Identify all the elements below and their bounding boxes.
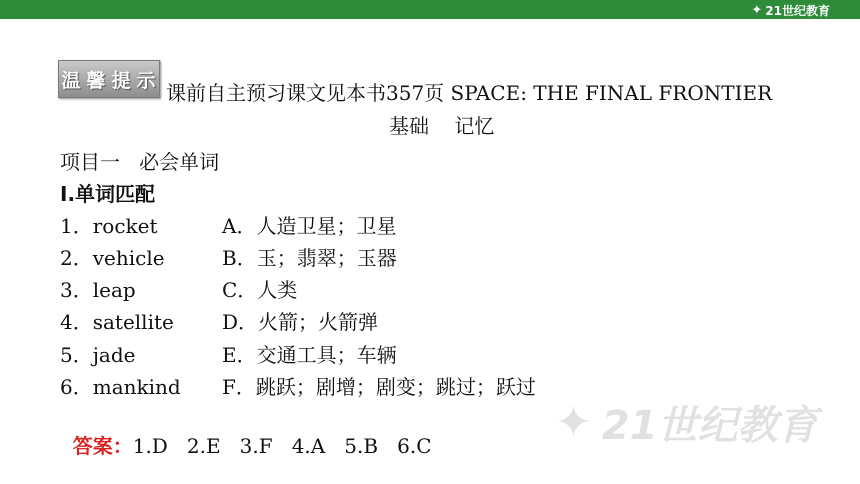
match-word: 1．rocket — [60, 214, 158, 238]
match-meaning: F．跳跃；剧增；剧变；跳过；跃过 — [222, 375, 536, 399]
match-meaning: D．火箭；火箭弹 — [222, 310, 379, 334]
match-row — [60, 371, 536, 400]
match-meaning: E．交通工具；车辆 — [222, 343, 397, 367]
match-row — [60, 306, 378, 335]
brand-logo-text: 21世纪教育 — [765, 3, 830, 18]
match-meaning: C．人类 — [222, 278, 298, 302]
section-heading: 基础 记忆 — [389, 114, 495, 138]
answer-line — [60, 406, 432, 459]
watermark-text: 21世纪教育 — [601, 402, 818, 449]
match-row — [60, 210, 396, 239]
match-meaning: A．人造卫星；卫星 — [222, 214, 397, 238]
match-meaning: B．玉；翡翠；玉器 — [222, 246, 397, 270]
match-word: 2．vehicle — [60, 246, 165, 270]
match-row — [60, 242, 397, 271]
match-row — [60, 339, 397, 368]
tip-badge-char: 示 — [136, 69, 157, 92]
part-title: Ⅰ.单词匹配 — [60, 182, 156, 206]
watermark — [555, 392, 835, 452]
match-word: 4．satellite — [60, 310, 174, 334]
brand-logo — [751, 1, 830, 19]
top-bar — [0, 0, 860, 19]
answer-label: 答案： — [72, 434, 133, 458]
tip-text: 课前自主预习课文见本书357页 SPACE: THE FINAL FRONTIER — [166, 81, 773, 105]
tip-badge — [58, 60, 160, 98]
match-word: 5．jade — [60, 343, 136, 367]
watermark-runner-icon: ✦ — [555, 396, 592, 448]
tip-badge-char: 馨 — [86, 69, 107, 92]
runner-logo-icon: ✦ — [751, 2, 763, 18]
match-word: 6．mankind — [60, 375, 181, 399]
tip-badge-char: 提 — [111, 69, 132, 92]
answer-value: 1.D 2.E 3.F 4.A 5.B 6.C — [132, 434, 432, 458]
match-word: 3．leap — [60, 278, 136, 302]
project-title: 项目一 必会单词 — [60, 150, 220, 174]
match-row — [60, 274, 297, 303]
tip-badge-char: 温 — [61, 69, 82, 92]
